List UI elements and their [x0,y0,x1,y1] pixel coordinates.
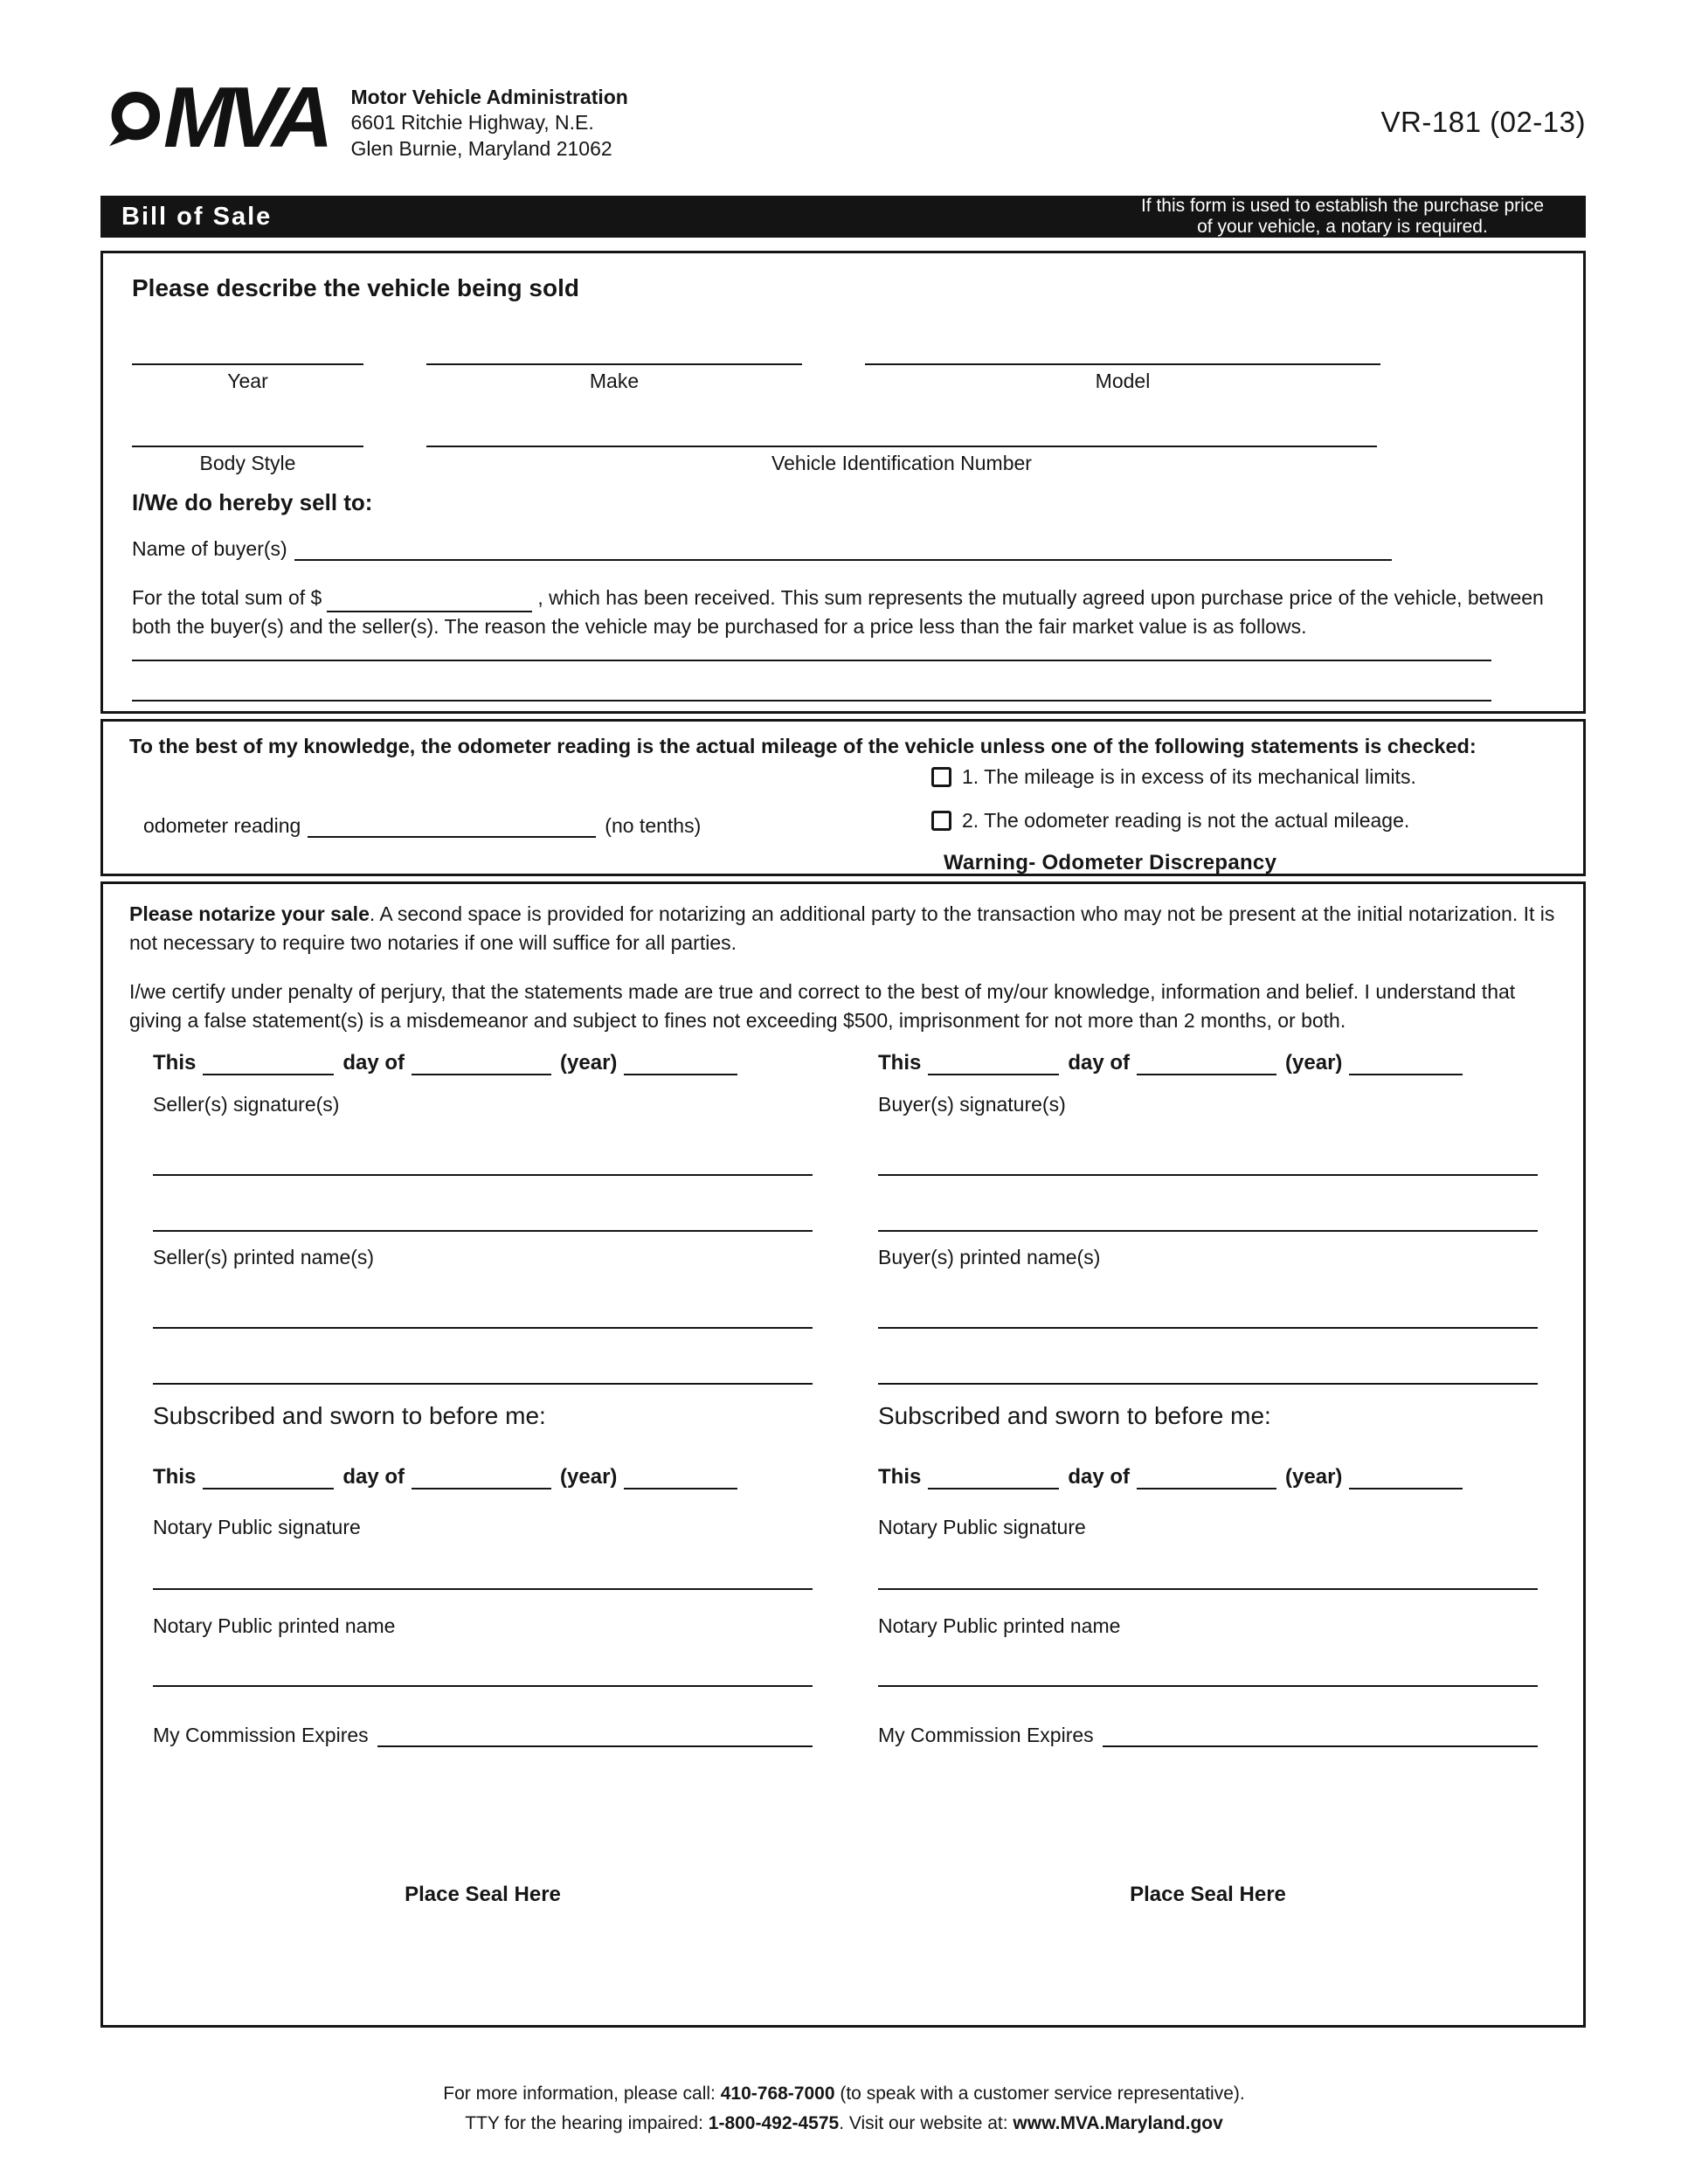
reason-line-2[interactable] [132,661,1491,702]
form-footer [0,2079,1688,2138]
agency-address-block [351,83,628,162]
footer-info-prefix: For more information, please call: [443,2084,721,2104]
seller-printed-name-line-1[interactable] [153,1327,813,1329]
year-field-group [132,342,363,393]
vehicle-fields-row-2 [132,425,1554,475]
make-input-line[interactable] [426,342,802,365]
buyer-date-month-field[interactable] [1137,1056,1276,1075]
date-word-day-of: day of [1068,1464,1131,1489]
footer-info-line [0,2079,1688,2109]
vin-field-group [426,425,1377,475]
buyer-notary-column [878,1051,1538,1947]
date-word-this: This [153,1464,197,1489]
seller-notary-date-row [153,1465,813,1489]
seller-printed-name-label: Seller(s) printed name(s) [153,1245,375,1268]
buyer-name-label: Name of buyer(s) [132,537,287,560]
seller-commission-expires-field[interactable] [377,1724,813,1747]
title-bar [100,196,1586,238]
date-word-year: (year) [560,1050,618,1075]
seller-date-year-field[interactable] [624,1056,737,1075]
make-label: Make [589,370,640,392]
form-number: VR-181 (02-13) [1380,106,1586,138]
buyer-date-row [878,1051,1538,1075]
date-word-this: This [878,1464,922,1489]
date-word-year: (year) [560,1464,618,1489]
footer-tty-line [0,2109,1688,2139]
odometer-option-1-label: 1. The mileage is in excess of its mechanical limits. [962,765,1416,788]
certification-paragraph: I/we certify under penalty of perjury, that the statements made are true and correct to the best of my/our knowledge, information and belief. I understand that giving a false statement(s) is a misdemeanor and subject to fines not exceeding $500, imprisonment for not more than 2 months, or both. [129,980,1516,1032]
footer-website: www.MVA.Maryland.gov [1013,2112,1223,2133]
seller-signature-label: Seller(s) signature(s) [153,1092,340,1116]
date-word-day-of: day of [1068,1050,1131,1075]
field-spacer [363,342,426,393]
footer-info-phone: 410-768-7000 [720,2084,835,2104]
odometer-reading-field[interactable] [308,817,596,838]
seller-printed-name-line-2[interactable] [153,1383,813,1385]
buyer-notary-date-row [878,1465,1538,1489]
make-field-group [426,342,802,393]
reason-line-1[interactable] [132,642,1491,661]
buyer-signature-label: Buyer(s) signature(s) [878,1092,1066,1116]
mileage-excess-checkbox[interactable] [931,767,951,787]
vehicle-fields-row-1 [132,342,1554,393]
agency-name: Motor Vehicle Administration [350,86,628,108]
buyer-commission-row [878,1724,1538,1747]
seller-notary-printed-line[interactable] [153,1685,813,1687]
buyer-commission-expires-field[interactable] [1103,1724,1538,1747]
buyer-printed-name-line-2[interactable] [878,1383,1538,1385]
buyer-notary-printed-label: Notary Public printed name [878,1614,1121,1637]
seller-date-row [153,1051,813,1075]
buyer-printed-name-line-1[interactable] [878,1327,1538,1329]
date-word-this: This [153,1050,197,1075]
footer-info-suffix: (to speak with a customer service representative). [834,2084,1245,2104]
date-word-day-of: day of [342,1464,405,1489]
buyer-notary-printed-line[interactable] [878,1685,1538,1687]
buyer-seal-area: Place Seal Here [1130,1882,1286,1906]
signature-columns [129,1051,1557,1947]
buyer-notary-date-year-field[interactable] [1349,1470,1463,1489]
seller-date-month-field[interactable] [412,1056,551,1075]
agency-address-line2: Glen Burnie, Maryland 21062 [350,136,612,160]
seller-commission-label: My Commission Expires [153,1723,369,1746]
notary-note-line1: If this form is used to establish the purchase price [1140,195,1544,216]
sum-suffix-text: , which has been received. This sum represents the mutually agreed upon purchase price of the vehicle, between both the buyer(s) and the seller(s). The reason the vehicle may be purchased for a price less than the fair market value is as follows. [132,586,1544,639]
footer-tty-phone: 1-800-492-4575 [708,2112,840,2133]
vehicle-description-section [100,251,1586,714]
model-field-group [865,342,1380,393]
sell-to-heading: I/We do hereby sell to: [132,489,373,515]
seller-notary-signature-label: Notary Public signature [153,1515,361,1538]
form-header [100,69,1586,165]
total-sum-field[interactable] [327,591,532,612]
year-input-line[interactable] [132,342,363,365]
odometer-discrepancy-warning: Warning- Odometer Discrepancy [944,851,1277,874]
buyer-signature-line-2[interactable] [878,1230,1538,1232]
date-word-year: (year) [1285,1050,1343,1075]
buyer-sworn-heading: Subscribed and sworn to before me: [878,1401,1271,1429]
buyer-notary-signature-label: Notary Public signature [878,1515,1086,1538]
year-label: Year [227,370,268,392]
seller-sworn-heading: Subscribed and sworn to before me: [153,1401,546,1429]
mva-wheel-icon [100,88,163,151]
seller-signature-line-2[interactable] [153,1230,813,1232]
odometer-reading-row [143,814,701,838]
buyer-printed-name-label: Buyer(s) printed name(s) [878,1245,1101,1268]
body-style-field-group [132,425,363,475]
form-title: Bill of Sale [121,202,273,231]
agency-address-line1: 6601 Ritchie Highway, N.E. [350,111,594,135]
seller-notary-column [153,1051,813,1947]
seller-notary-date-year-field[interactable] [624,1470,737,1489]
date-word-this: This [878,1050,922,1075]
sum-prefix-text: For the total sum of $ [132,586,322,609]
buyer-date-year-field[interactable] [1349,1056,1463,1075]
footer-tty-mid: . Visit our website at: [839,2112,1013,2133]
body-style-label: Body Style [199,452,296,474]
vehicle-section-heading: Please describe the vehicle being sold [132,274,579,301]
notarize-paragraph [129,900,1557,957]
seller-notary-printed-label: Notary Public printed name [153,1614,396,1637]
seller-signature-line-1[interactable] [153,1174,813,1176]
buyer-notary-date-month-field[interactable] [1137,1470,1276,1489]
model-label: Model [1095,370,1151,392]
no-tenths-label: (no tenths) [605,814,702,837]
notarize-lead-text: Please notarize your sale [129,902,370,925]
odometer-option-2-label: 2. The odometer reading is not the actual mileage. [962,809,1410,832]
notarize-body-text: . A second space is provided for notarizing an additional party to the transaction who may not be present at the initial notarization. It is not necessary to require two notaries if one will suffice for all parties. [129,902,1555,954]
seller-seal-area: Place Seal Here [405,1882,561,1906]
odometer-reading-label: odometer reading [143,814,301,837]
mva-logo [100,69,339,165]
buyer-notary-signature-line[interactable] [878,1588,1538,1590]
body-style-input-line[interactable] [132,425,363,447]
vin-input-line[interactable] [426,425,1377,447]
buyer-name-row [132,537,1392,561]
buyer-name-field[interactable] [294,538,1392,561]
buyer-commission-label: My Commission Expires [878,1723,1094,1746]
seller-commission-row [153,1724,813,1747]
model-input-line[interactable] [865,342,1380,365]
buyer-notary-date-day-field[interactable] [928,1470,1059,1489]
field-spacer [363,425,426,475]
date-word-day-of: day of [342,1050,405,1075]
not-actual-mileage-checkbox[interactable] [931,811,951,831]
buyer-signature-line-1[interactable] [878,1174,1538,1176]
mva-logo-text: MVA [163,69,327,165]
purchase-price-paragraph [132,584,1558,642]
seller-notary-date-day-field[interactable] [203,1470,334,1489]
seller-notary-date-month-field[interactable] [412,1470,551,1489]
odometer-option-2-row [931,809,1409,833]
odometer-statement: To the best of my knowledge, the odometer reading is the actual mileage of the vehicle unless one of the following statements is checked: [129,735,1477,757]
odometer-section [100,719,1586,876]
seller-date-day-field[interactable] [203,1056,334,1075]
notary-note-line2: of your vehicle, a notary is required. [1197,217,1488,237]
seller-notary-signature-line[interactable] [153,1588,813,1590]
vin-label: Vehicle Identification Number [771,452,1032,474]
odometer-option-1-row [931,765,1416,789]
notary-required-note [1141,196,1586,238]
notarization-section [100,881,1586,2028]
field-spacer [802,342,865,393]
footer-tty-prefix: TTY for the hearing impaired: [465,2112,709,2133]
date-word-year: (year) [1285,1464,1343,1489]
buyer-date-day-field[interactable] [928,1056,1059,1075]
